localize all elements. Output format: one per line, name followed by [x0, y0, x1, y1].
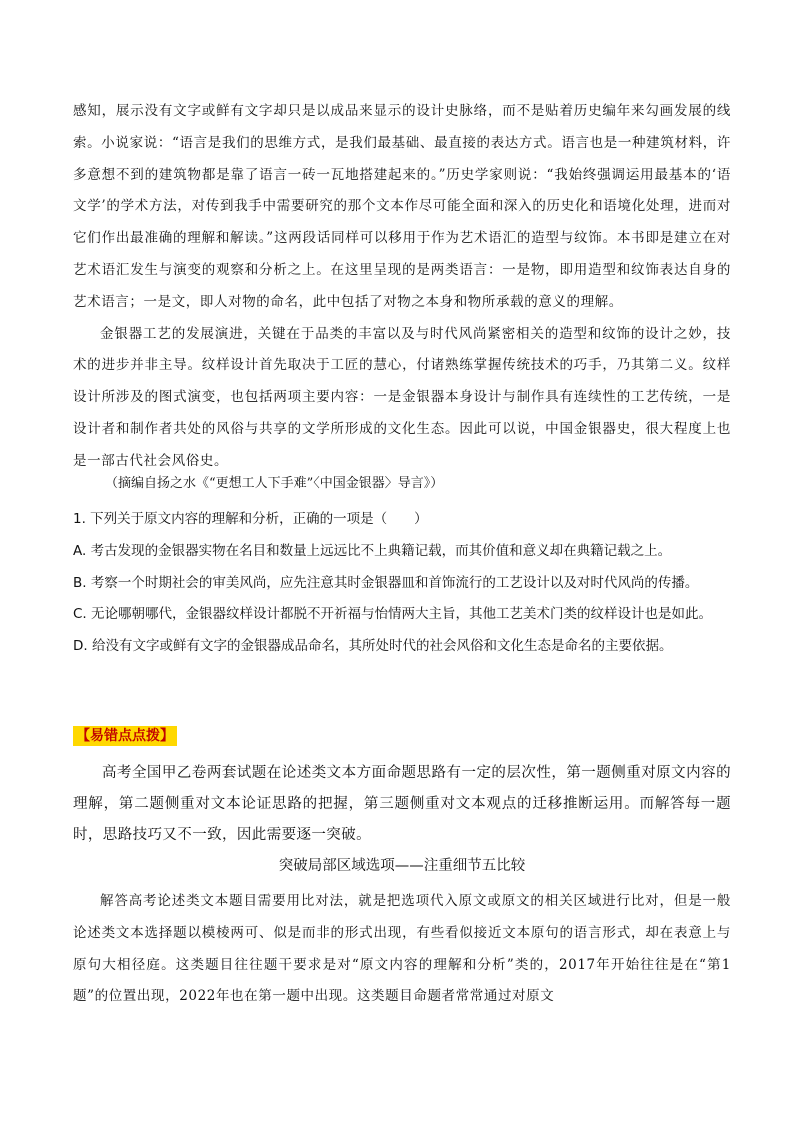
tips-paragraph: 高考全国甲乙卷两套试题在论述类文本方面命题思路有一定的层次性，第一题侧重对原文内容的理解，第二题侧重对文本论证思路的把握，第三题侧重对文本观点的迁移推断运用。而解答每一题时，思路技巧又不一致，因此需要逐一突破。 [73, 765, 731, 843]
method-paragraph: 解答高考论述类文本题目需要用比对法，就是把选项代入原文或原文的相关区域进行比对，但是一般论述类文本选择题以模棱两可、似是而非的形式出现，有些看似接近文本原句的语言形式，却在表意上与原句大相径庭。这类题目往往题干要求是对“原文内容的理解和分析”类的，2017年开始往往是在“第1题”的位置出现，2022年也在第一题中出现。这类题目命题者常常通过对原文 [73, 893, 731, 1005]
question-stem: 1. 下列关于原文内容的理解和分析，正确的一项是（ ） [73, 511, 428, 527]
passage-paragraph-2: 金银器工艺的发展演进，关键在于品类的丰富以及与时代风尚紧密相关的造型和纹饰的设计之妙，技术的进步并非主导。纹样设计首先取决于工匠的慧心，付诸熟练掌握传统技术的巧手，乃其第二义。纹样设计所涉及的图式演变，也包括两项主要内容：一是金银器本身设计与制作具有连续性的工艺传统，一是设计者和制作者共处的风俗与共享的文学所形成的文化生态。因此可以说，中国金银器史，很大程度上也是一部古代社会风俗史。 [73, 325, 731, 469]
passage [73, 96, 731, 478]
method-section [73, 886, 731, 1013]
passage-source: （摘编自扬之水《“更想工人下手难”〈中国金银器〉导言》） [105, 476, 444, 491]
question-1 [73, 504, 731, 663]
option-b: B. 考察一个时期社会的审美风尚，应先注意其时金银器皿和首饰流行的工艺设计以及对时代风尚的传播。 [73, 574, 699, 591]
tips-section [73, 758, 731, 851]
passage-paragraph-1: 感知，展示没有文字或鲜有文字却只是以成品来显示的设计史脉络，而不是贴着历史编年来勾画发展的线索。小说家说：“语言是我们的思维方式，是我们最基础、最直接的表达方式。语言也是一种建筑材料，许多意想不到的建筑物都是靠了语言一砖一瓦地搭建起来的。”历史学家则说：“我始终强调运用最基本的‘语文学’的学术方法，对传到我手中需要研究的那个文本作尽可能全面和深入的历史化和语境化处理，进而对它们作出最准确的理解和解读。”这两段话同样可以移用于作为艺术语汇的造型与纹饰。本书即是建立在对艺术语汇发生与演变的观察和分析之上。在这里呈现的是两类语言：一是物，即用造型和纹饰表达自身的艺术语言；一是文，即人对物的命名，此中包括了对物之本身和物所承载的意义的理解。 [73, 103, 731, 310]
option-a: A. 考古发现的金银器实物在名目和数量上远远比不上典籍记载，而其价值和意义却在典籍记载之上。 [73, 542, 672, 559]
section-subheading: 突破局部区域选项——注重细节五比较 [278, 858, 526, 874]
tips-label: 【易错点点拨】 [73, 726, 177, 746]
option-c: C. 无论哪朝哪代，金银器纹样设计都脱不开祈福与怡情两大主旨，其他工艺美术门类的纹样设计也是如此。 [73, 606, 713, 623]
option-d: D. 给没有文字或鲜有文字的金银器成品命名，其所处时代的社会风俗和文化生态是命名的主要依据。 [73, 638, 673, 655]
